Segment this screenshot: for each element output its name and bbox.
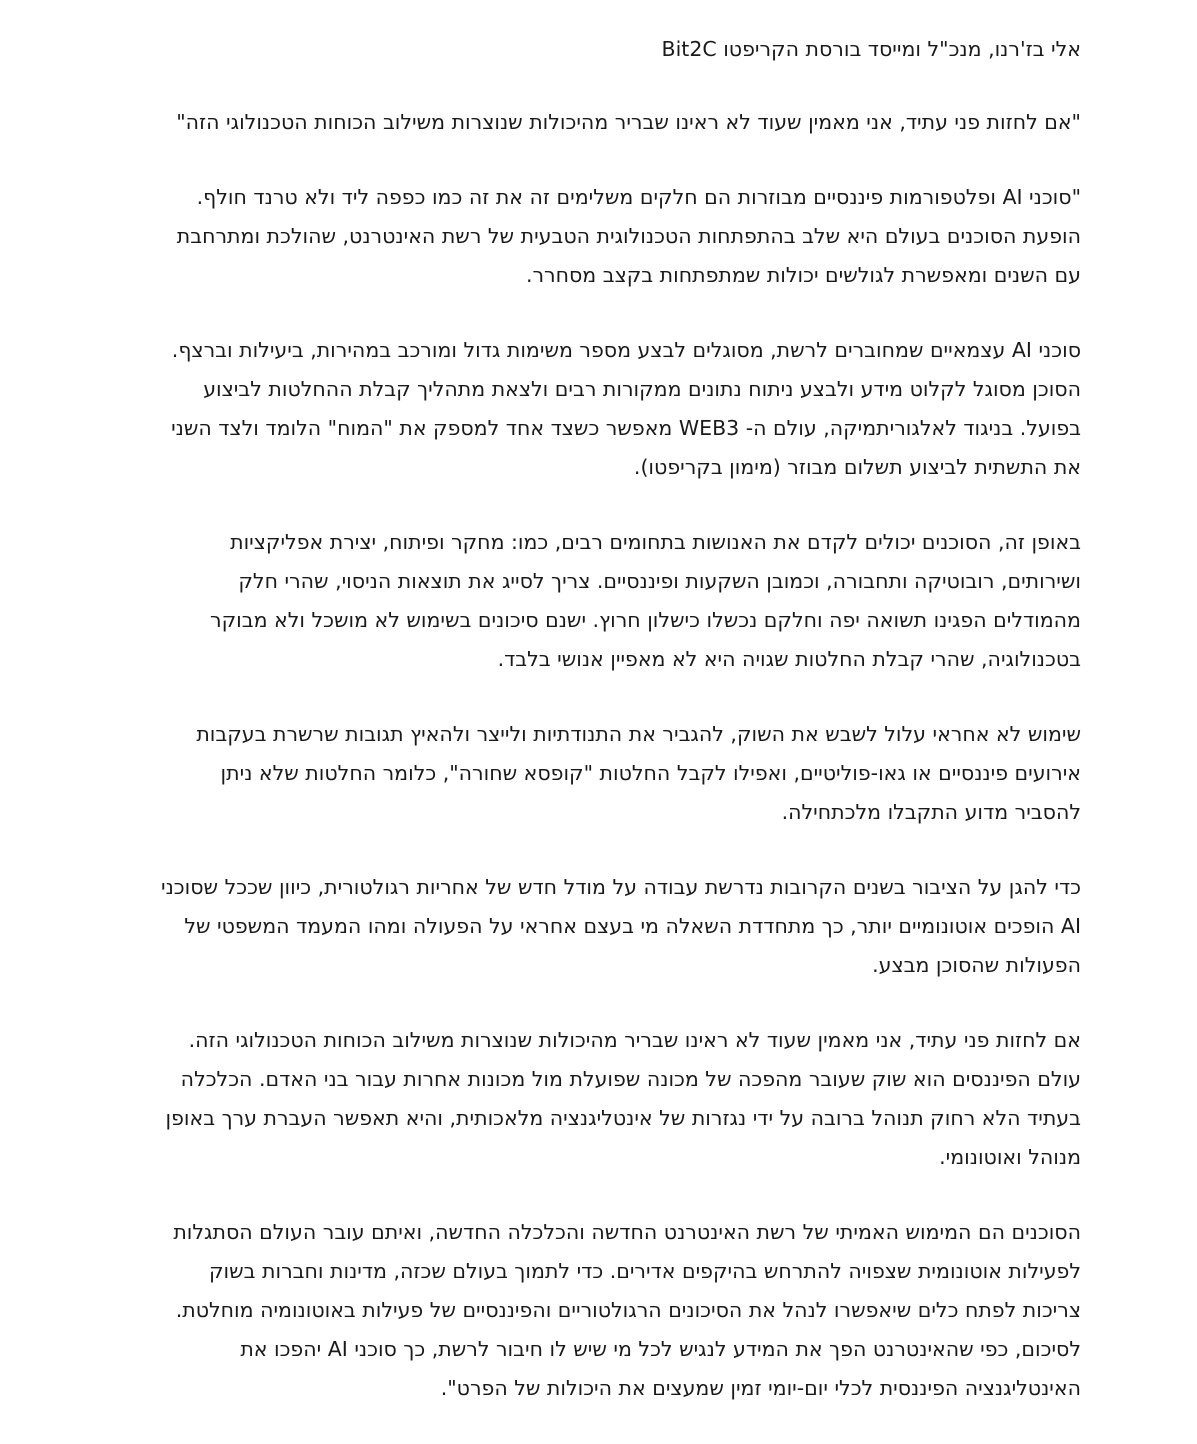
paragraph: הסוכנים הם המימוש האמיתי של רשת האינטרנט החדשה והכלכלה החדשה, ואיתם עובר העולם הסתגלות לפעילות אוטונומית שצפויה להתרחש בהיקפים אדירים. כדי לתמוך בעולם שכזה, מדינות וחברות בשוק צריכות לפתח כלים שיאפשרו לנהל את הסיכונים הרגולטוריים והפיננסיים של פעילות באוטונומיה מוחלטת. לסיכום, כפי שהאינטרנט הפך את המידע לנגיש לכל מי שיש לו חיבור לרשת, כך סוכני AI יהפכו את האינטליגנציה הפיננסית לכלי יום-יומי זמין שמעצים את היכולות של הפרט". [173,1220,1081,1400]
headline-quote: "אם לחזות פני עתיד, אני מאמין שעוד לא ראינו שבריר מהיכולות שנוצרות משילוב הכוחות הטכנולוגי הזה" [176,110,1081,134]
paragraph: "סוכני AI ופלטפורמות פיננסיים מבוזרות הם חלקים משלימים זה את זה כמו כפפה ליד ולא טרנד חולף. הופעת הסוכנים בעולם היא שלב בהתפתחות הטכנולוגית הטבעית של רשת האינטרנט, שהולכת ומתרחבת עם השנים ומאפשרת לגולשים יכולות שמתפתחות בקצב מסחרר. [176,185,1081,287]
author-byline: אלי בז'רנו, מנכ"ל ומייסד בורסת הקריפטו Bit2C [661,37,1081,61]
paragraph: סוכני AI עצמאיים שמחוברים לרשת, מסוגלים לבצע מספר משימות גדול ומורכב במהירות, ביעילות וברצף. הסוכן מסוגל לקלוט מידע ולבצע ניתוח נתונים ממקורות רבים ולצאת מתהליך קבלת ההחלטות לביצוע בפועל. בניגוד לאלגוריתמיקה, עולם ה- WEB3 מאפשר כשצד אחד למספק את "המוח" הלומד ולצד השני את התשתית לביצוע תשלום מבוזר (מימון בקריפטו). [171,338,1081,479]
paragraph: שימוש לא אחראי עלול לשבש את השוק, להגביר את התנודתיות ולייצר ולהאיץ תגובות שרשרת בעקבות אירועים פיננסיים או גאו-פוליטיים, ואפילו לקבל החלטות "קופסא שחורה", כלומר החלטות שלא ניתן להסביר מדוע התקבלו מלכתחילה. [196,722,1081,824]
paragraph: כדי להגן על הציבור בשנים הקרובות נדרשת עבודה על מודל חדש של אחריות רגולטורית, כיוון שככל שסוכני AI הופכים אוטונומיים יותר, כך מתחדדת השאלה מי בעצם אחראי על הפעולה ומהו המעמד המשפטי של הפעולות שהסוכן מבצע. [161,875,1081,977]
paragraph: אם לחזות פני עתיד, אני מאמין שעוד לא ראינו שבריר מהיכולות שנוצרות משילוב הכוחות הטכנולוגי הזה. עולם הפיננסים הוא שוק שעובר מהפכה של מכונה שפועלת מול מכונות אחרות עבור בני האדם. הכלכלה בעתיד הלא רחוק תנוהל ברובה על ידי נגזרות של אינטליגנציה מלאכותית, והיא תאפשר העברת ערך באופן מנוהל ואוטונומי. [165,1028,1081,1169]
paragraph: באופן זה, הסוכנים יכולים לקדם את האנושות בתחומים רבים, כמו: מחקר ופיתוח, יצירת אפליקציות ושירותים, רובוטיקה ותחבורה, וכמובן השקעות ופיננסיים. צריך לסייג את תוצאות הניסוי, שהרי חלק מהמודלים הפגינו תשואה יפה וחלקם נכשלו כישלון חרוץ. ישנם סיכונים בשימוש לא מושכל ולא מבוקר בטכנולוגיה, שהרי קבלת החלטות שגויה היא לא מאפיין אנושי בלבד. [210,530,1081,671]
article-body [151,30,1081,1444]
